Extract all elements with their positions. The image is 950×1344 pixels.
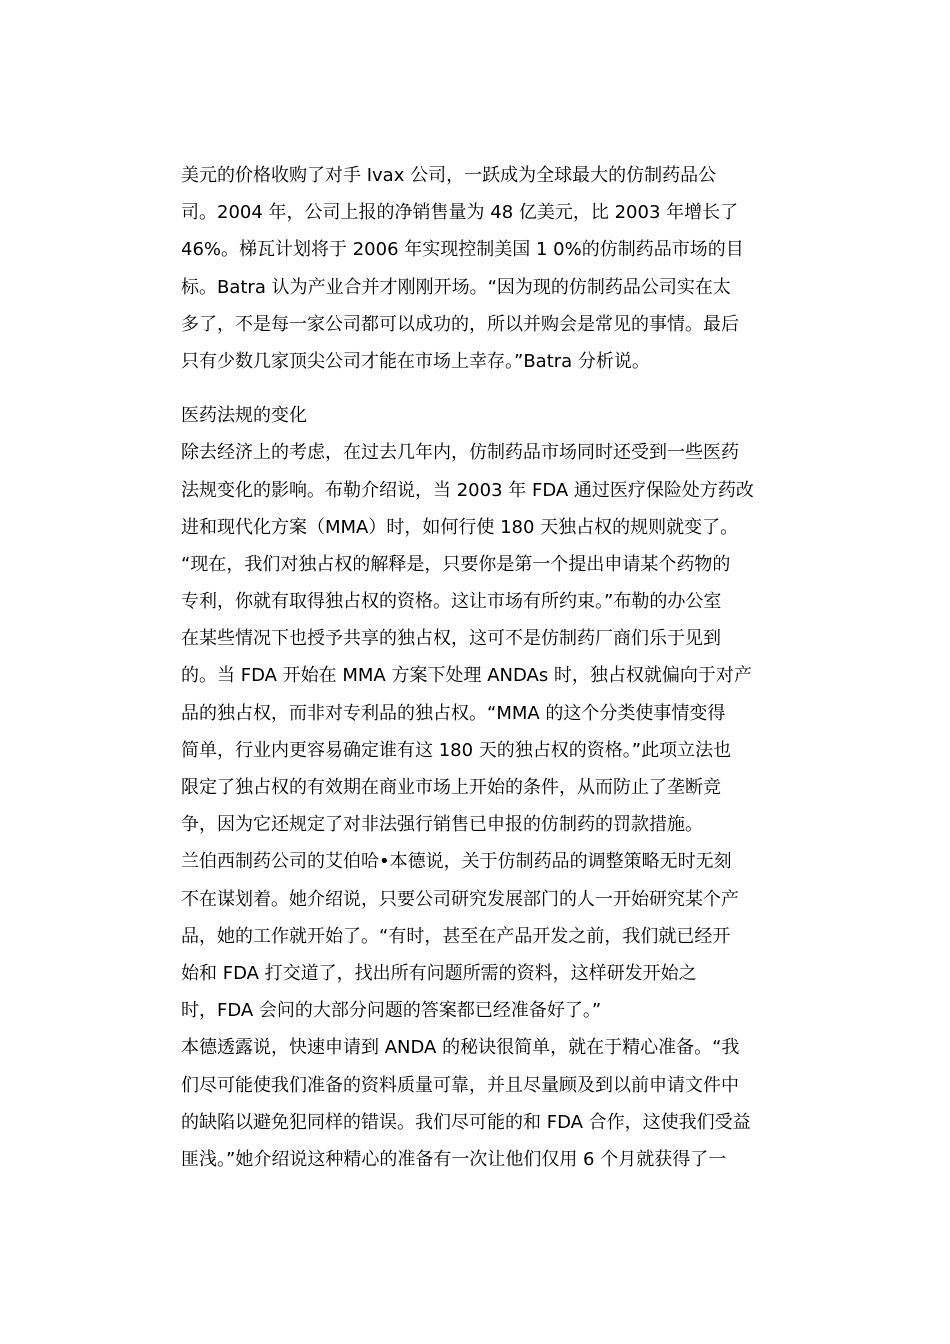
paragraph-teva-acquisition: [181, 157, 801, 380]
text-line: 简单，行业内更容易确定谁有这 180 天的独占权的资格。”此项立法也: [181, 739, 732, 761]
paragraph-gap: [181, 380, 801, 397]
document-body: [181, 157, 801, 1178]
text-line: 46%。梯瓦计划将于 2006 年实现控制美国 1 0%的仿制药品市场的目: [181, 239, 744, 261]
text-line: 在某些情况下也授予共享的独占权，这可不是仿制药厂商们乐于见到: [181, 628, 721, 650]
text-line: 品，她的工作就开始了。“有时，甚至在产品开发之前，我们就已经开: [181, 925, 731, 947]
text-line: 除去经济上的考虑，在过去几年内，仿制药品市场同时还受到一些医药: [181, 442, 739, 464]
text-line: 限定了独占权的有效期在商业市场上开始的条件，从而防止了垄断竞: [181, 777, 721, 798]
text-line: 的。当 FDA 开始在 MMA 方案下处理 ANDAs 时，独占权就偏向于对产: [181, 665, 752, 687]
section-heading: 医药法规的变化: [181, 405, 307, 427]
text-line: 时，FDA 会问的大部分问题的答案都已经准备好了。”: [181, 1000, 602, 1022]
paragraph-ranbaxy-strategy: [181, 843, 801, 1029]
text-line: 始和 FDA 打交道了，找出所有问题所需的资料，这样研发开始之: [181, 962, 697, 984]
text-line: 兰伯西制药公司的艾伯哈•本德说，关于仿制药品的调整策略无时无刻: [181, 851, 732, 873]
text-line: 们尽可能使我们准备的资料质量可靠，并且尽量顾及到以前申请文件中: [181, 1074, 739, 1096]
paragraph-anda-preparation: [181, 1029, 801, 1178]
text-line: 不在谋划着。她介绍说，只要公司研究发展部门的人一开始研究某个产: [181, 888, 739, 910]
text-line: 品的独占权，而非对专利品的独占权。“MMA 的这个分类使事情变得: [181, 702, 726, 724]
text-line: 专利，你就有取得独占权的资格。这让市场有所约束。”布勒的办公室: [181, 591, 722, 613]
text-line: 司。2004 年，公司上报的净销售量为 48 亿美元，比 2003 年增长了: [181, 202, 739, 224]
text-line: 只有少数几家顶尖公司才能在市场上幸存。”Batra 分析说。: [181, 350, 650, 372]
text-line: 本德透露说，快速申请到 ANDA 的秘诀很简单，就在于精心准备。“我: [181, 1037, 740, 1059]
text-line: 的缺陷以避免犯同样的错误。我们尽可能的和 FDA 合作，这使我们受益: [181, 1111, 751, 1133]
text-line: 争，因为它还规定了对非法强行销售已申报的仿制药的罚款措施。: [181, 814, 703, 836]
text-line: 进和现代化方案（MMA）时，如何行使 180 天独占权的规则就变了。: [181, 516, 739, 538]
text-line: 标。Batra 认为产业合并才刚刚开场。“因为现的仿制药品公司实在太: [181, 276, 731, 298]
text-line: 美元的价格收购了对手 Ivax 公司，一跃成为全球最大的仿制药品公: [181, 165, 717, 186]
text-line: 匪浅。”她介绍说这种精心的准备有一次让他们仅用 6 个月就获得了一: [181, 1148, 727, 1170]
text-line: 法规变化的影响。布勒介绍说，当 2003 年 FDA 通过医疗保险处方药改: [181, 479, 754, 501]
paragraph-regulation-changes: [181, 434, 801, 843]
text-line: 多了，不是每一家公司都可以成功的，所以并购会是常见的事情。最后: [181, 313, 739, 335]
text-line: “现在，我们对独占权的解释是，只要你是第一个提出申请某个药物的: [181, 553, 731, 575]
